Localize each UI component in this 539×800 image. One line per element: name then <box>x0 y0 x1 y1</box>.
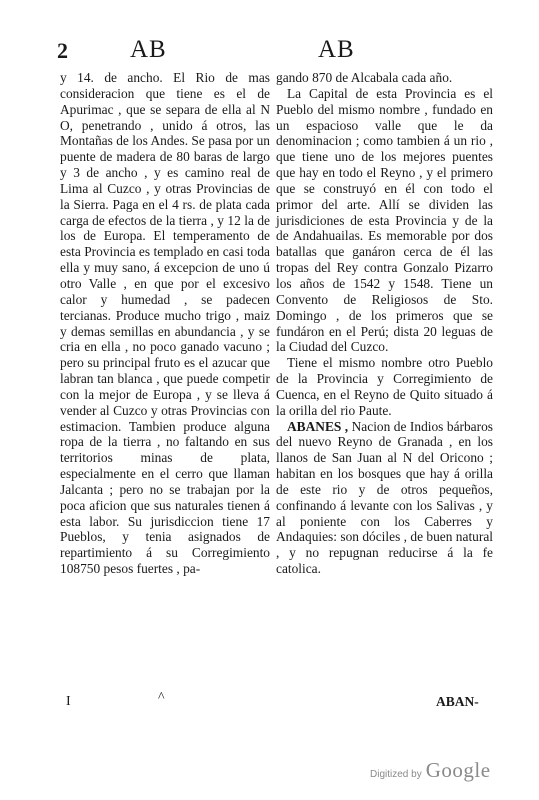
paragraph-text: Nacion de Indios bárbaros del nuevo Reyno de Granada , en los llanos de San Juan al N del Oricono ; habitan en los bosques que hay á orilla de este rio y de otros pequeños, confinando á levante con los Salivas , y al poniente con los Caberres y Andaquies: son dóciles , de buen natural , y no repugnan reducirse á la fe catolica. <box>276 418 493 577</box>
watermark-prefix: Digitized by <box>370 769 422 780</box>
paragraph-text: Tiene el mismo nombre otro Pueblo de la Provincia y Corregimiento de Cuenca, en el Reyno de Quito situado á la orilla del rio Paute. <box>276 355 493 418</box>
left-column <box>60 70 270 577</box>
entry-abanes <box>276 419 493 577</box>
paragraph-text: gando 870 de Alcabala cada año. <box>276 70 453 85</box>
right-column <box>276 70 493 577</box>
right-paragraph-continuation <box>276 70 493 86</box>
left-paragraph: y 14. de ancho. El Rio de mas consideracion que tiene es el de Apurimac , que se separa de ella al N O, penetrando , unido á otros, las Montañas de los Andes. Se pasa por un puente de madera de 80 baras de largo y 3 de ancho , y es camino real de Lima al Cuzco , y otras Provincias de la Sierra. Paga en el 4 rs. de plata cada carga de efectos de la tierra , y 12 la de los de Europa. El temperamento de esta Provincia es templado en casi toda ella y muy sano, á excepcion de uno ú otro Valle , en que por el excesivo calor y humedad , se padecen tercianas. Produce mucho trigo , maiz y demas semillas en abundancia , y se cria en ella , no poco ganado vacuno ; pero su principal fruto es el azucar que labran tan blanca , que puede competir con la mejor de Europa , y se lleva á vender al Cuzco y otras Provincias con estimacion. Tambien produce alguna ropa de la tierra , no faltando en sus territorios minas de plata, especialmente en el cerro que llaman Jalcanta ; pero no se trabajan por la poca aficion que sus naturales tienen á esta labor. Su jurisdiccion tiene 17 Pueblos, y tenia asignados de repartimiento á su Corregimiento 108750 pesos fuertes , pa- <box>60 70 270 577</box>
catchword: ABAN- <box>436 694 479 709</box>
signature-mark: I <box>66 694 71 709</box>
digitized-watermark <box>370 758 491 783</box>
paragraph-text: La Capital de esta Provincia es el Pueblo del mismo nombre , fundado en un espacioso valle que le da denominacion ; como tambien á un rio , que tiene uno de los mejores puentes que hay en todo el Reyno , y el primero que se construyó en él con todo el primor del arte. Allí se dividen las jurisdiciones de esta Provincia y de la de Andahuailas. Es memorable por dos batallas que ganáron cerca de él las tropas del Rey contra Gonzalo Pizarro los años de 1542 y 1548. Tiene un Convento de Religiosos de Sto. Domingo , de los primeros que se fundáron en el Perú; dista 20 leguas de la Ciudad del Cuzco. <box>276 85 493 355</box>
running-head-left: AB <box>130 36 167 63</box>
ornament-mark: ^ <box>158 690 165 705</box>
right-paragraph-cuenca <box>276 355 493 418</box>
running-head-right: AB <box>318 36 355 63</box>
page-number: 2 <box>57 38 68 63</box>
google-logo: Google <box>425 758 491 782</box>
entry-headword: ABANES , <box>287 418 349 434</box>
right-paragraph-capital <box>276 86 493 355</box>
